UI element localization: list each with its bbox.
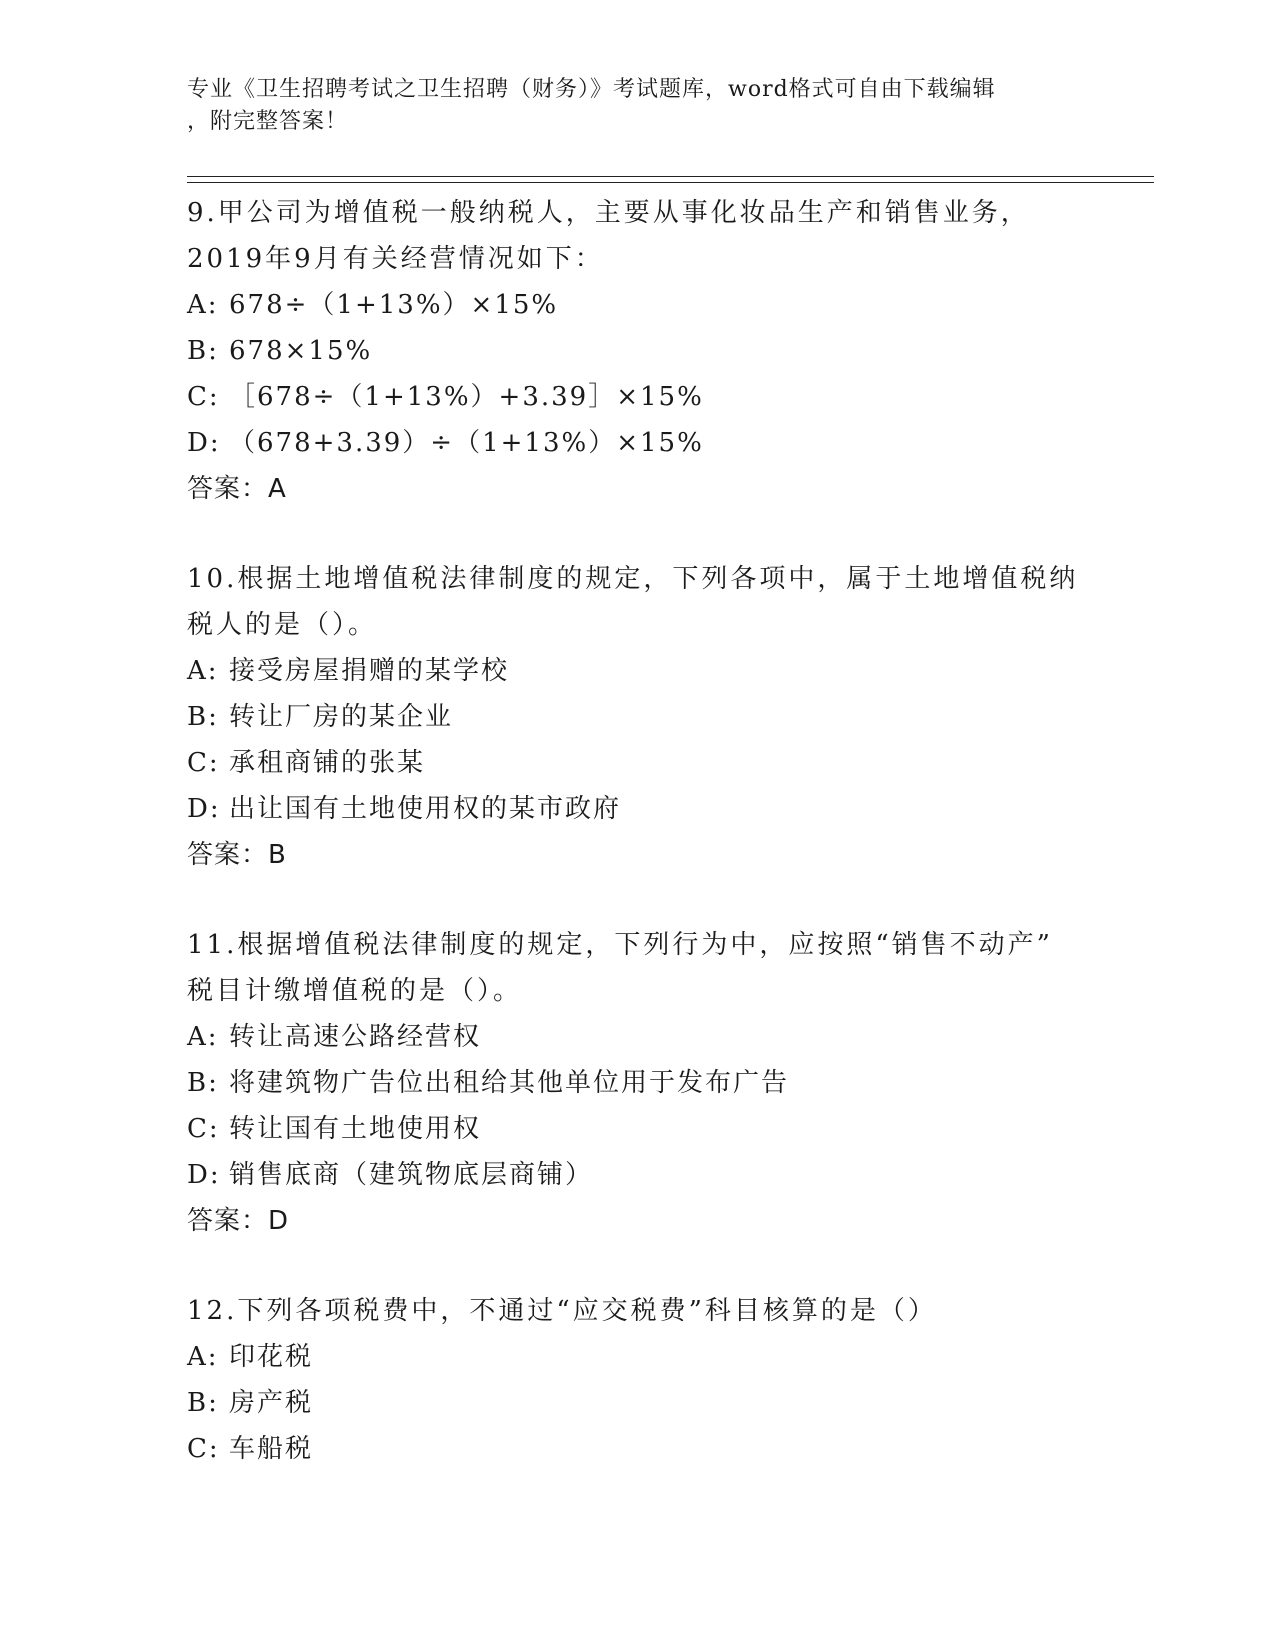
question-text-line: 11.根据增值税法律制度的规定，下列行为中，应按照“销售不动产”: [187, 930, 1053, 960]
option-text: 678×15%: [229, 336, 373, 366]
header-line-1: 专业《卫生招聘考试之卫生招聘（财务）》考试题库，word格式可自由下载编辑: [187, 77, 996, 102]
question-text-line: 9.甲公司为增值税一般纳税人，主要从事化妆品生产和销售业务，: [187, 198, 1030, 228]
option-text: 678÷（1+13%）×15%: [229, 290, 559, 320]
option-text: 转让高速公路经营权: [229, 1022, 482, 1052]
option-d: [187, 420, 1167, 466]
question-text-line: 税目计缴增值税的是（）。: [187, 976, 523, 1006]
option-label: C:: [187, 1114, 220, 1144]
option-text: 销售底商（建筑物底层商铺）: [229, 1160, 594, 1190]
question-12: [187, 1288, 1167, 1472]
question-text-line: 12.下列各项税费中，不通过“应交税费”科目核算的是（）: [187, 1296, 937, 1326]
option-text: 将建筑物广告位出租给其他单位用于发布广告: [229, 1068, 790, 1098]
option-label: C:: [187, 382, 220, 412]
question-text: [187, 1288, 1087, 1334]
option-b: [187, 694, 1167, 740]
option-c: [187, 740, 1167, 786]
option-b: [187, 328, 1167, 374]
question-list: [187, 190, 1167, 1516]
answer: 答案：B: [187, 840, 287, 870]
option-d: [187, 1152, 1167, 1198]
option-b: [187, 1060, 1167, 1106]
question-text: [187, 922, 1087, 1014]
answer: 答案：A: [187, 474, 287, 504]
question-text-line: 10.根据土地增值税法律制度的规定，下列各项中，属于土地增值税纳: [187, 564, 1079, 594]
option-label: D:: [187, 1160, 221, 1190]
option-text: 转让国有土地使用权: [229, 1114, 482, 1144]
question-text: [187, 556, 1087, 648]
option-a: [187, 1334, 1167, 1380]
header-line-2: ，附完整答案！: [187, 109, 349, 134]
question-9: [187, 190, 1167, 512]
option-label: A:: [187, 290, 219, 320]
option-text: 承租商铺的张某: [229, 748, 426, 778]
option-a: [187, 648, 1167, 694]
option-text: 接受房屋捐赠的某学校: [229, 656, 510, 686]
option-d: [187, 786, 1167, 832]
header-divider-top: [187, 176, 1154, 177]
option-text: （678+3.39）÷（1+13%）×15%: [229, 428, 704, 458]
option-text: ［678÷（1+13%）+3.39］×15%: [229, 382, 704, 412]
option-text: 出让国有土地使用权的某市政府: [229, 794, 622, 824]
question-text-line: 税人的是（）。: [187, 610, 378, 640]
option-label: B:: [187, 336, 219, 366]
option-label: A:: [187, 1022, 219, 1052]
option-a: [187, 1014, 1167, 1060]
option-text: 车船税: [229, 1434, 314, 1464]
option-label: B:: [187, 1068, 219, 1098]
question-10: [187, 556, 1167, 878]
question-text: [187, 190, 1087, 282]
option-text: 房产税: [229, 1388, 314, 1418]
option-b: [187, 1380, 1167, 1426]
option-c: [187, 1106, 1167, 1152]
option-c: [187, 374, 1167, 420]
question-11: [187, 922, 1167, 1244]
option-label: D:: [187, 428, 221, 458]
answer: 答案：D: [187, 1206, 290, 1236]
option-label: C:: [187, 1434, 220, 1464]
option-label: D:: [187, 794, 221, 824]
option-a: [187, 282, 1167, 328]
option-label: A:: [187, 1342, 219, 1372]
option-label: A:: [187, 656, 219, 686]
option-text: 印花税: [229, 1342, 314, 1372]
question-text-line: 2019年9月有关经营情况如下：: [187, 244, 604, 274]
document-header: [187, 74, 1087, 138]
option-c: [187, 1426, 1167, 1472]
header-divider-bottom: [187, 182, 1154, 183]
option-label: B:: [187, 702, 219, 732]
option-text: 转让厂房的某企业: [229, 702, 454, 732]
option-label: B:: [187, 1388, 219, 1418]
option-label: C:: [187, 748, 220, 778]
